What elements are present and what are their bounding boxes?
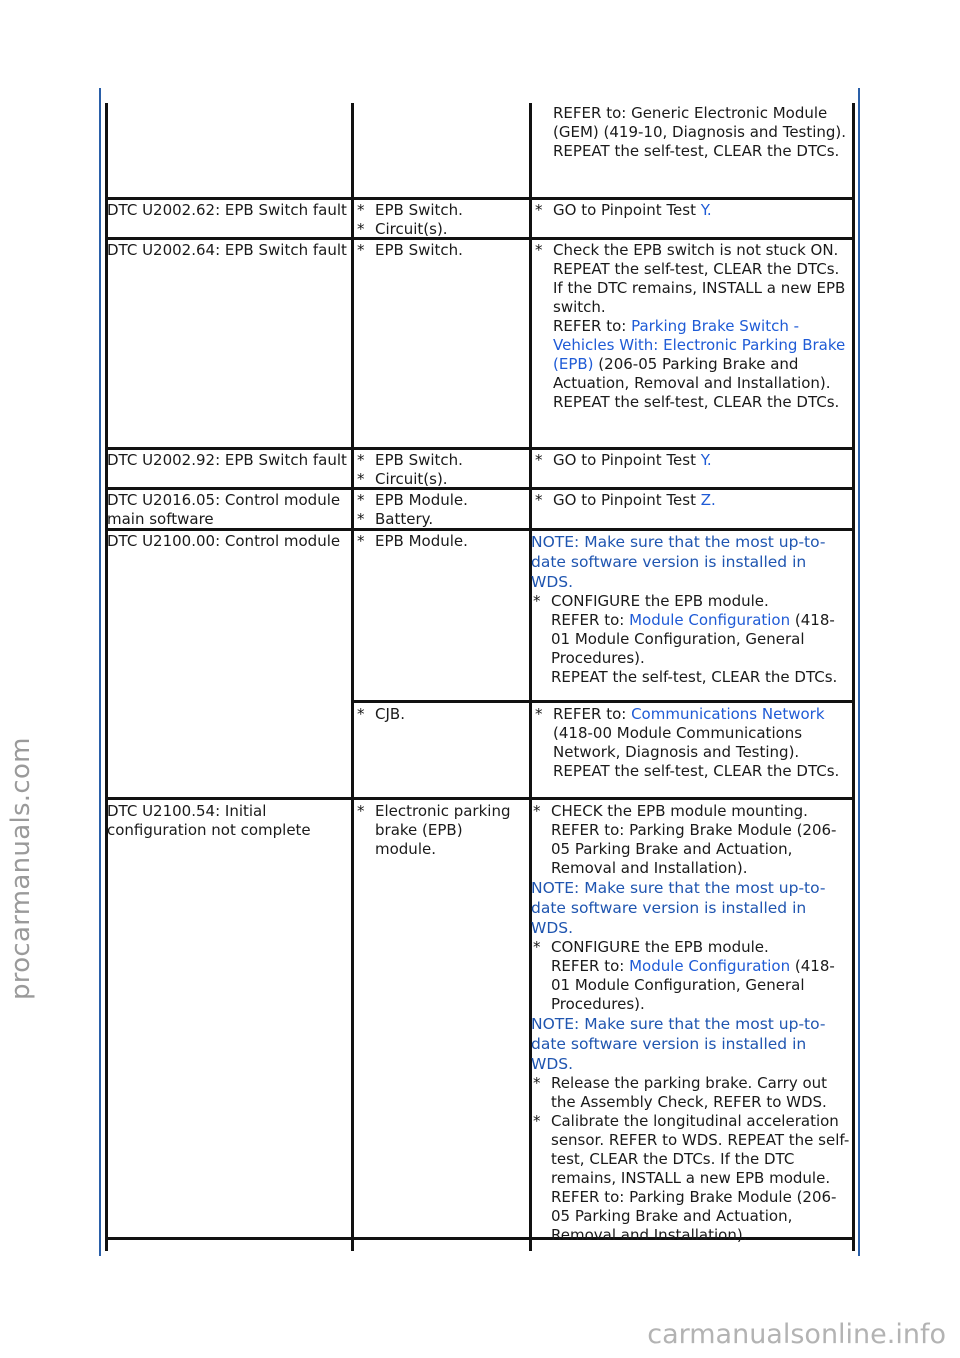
page-right-rule [858, 88, 860, 1256]
row1-action [533, 201, 851, 220]
row7-a2-refer [531, 957, 853, 1014]
row1-actions [533, 201, 851, 220]
row4-causes [355, 491, 527, 529]
row3-cause-1: * EPB Switch. [355, 451, 527, 470]
row5-refer-after: (418-01 Module Configuration, General Procedures). [551, 611, 835, 667]
row2-action-1: * Check the EPB switch is not stuck ON. [533, 241, 853, 260]
row5-actions [531, 532, 851, 687]
row5-refer [531, 611, 851, 668]
row1-dtc: DTC U2002.62: EPB Switch fault [107, 201, 347, 219]
row2-dtc: DTC U2002.64: EPB Switch fault [107, 241, 347, 259]
row5-cause-1: * EPB Module. [355, 532, 527, 551]
row-rule-1 [105, 197, 855, 200]
row7-a1: * CHECK the EPB module mounting. [531, 802, 853, 821]
row6-causes [355, 705, 527, 724]
row1-cause-1: * EPB Switch. [355, 201, 527, 220]
row2-cause-1: * EPB Switch. [355, 241, 527, 260]
row7-actions [531, 802, 853, 1245]
row7-a2-refer-label: REFER to: [551, 957, 630, 975]
row3-actions [533, 451, 851, 470]
row1-action-text: GO to Pinpoint Test [553, 201, 701, 219]
row7-a2: * CONFIGURE the EPB module. [531, 938, 853, 957]
row3-action [533, 451, 851, 470]
row7-a3: * Release the parking brake. Carry out the Assembly Check, REFER to WDS. [531, 1074, 853, 1112]
page-left-rule [99, 88, 101, 1256]
row5-action-3: REPEAT the self-test, CLEAR the DTCs. [551, 668, 838, 686]
row1-cause-2: * Circuit(s). [355, 220, 527, 239]
row6-refer-label: REFER to: [553, 705, 632, 723]
row3-causes [355, 451, 527, 489]
row7-dtc: DTC U2100.54: Initial configuration not complete [107, 802, 311, 839]
row4-dtc: DTC U2016.05: Control module main software [107, 491, 341, 528]
row5-action-1: * CONFIGURE the EPB module. [531, 592, 851, 611]
row2-actions [533, 241, 853, 412]
parking-brake-switch-link[interactable]: Parking Brake Switch - Vehicles With: Electronic Parking Brake (EPB) [553, 317, 846, 373]
row5-refer-label: REFER to: [551, 611, 630, 629]
module-configuration-link-2[interactable]: Module Configuration [629, 957, 791, 975]
row6-cause-1: * CJB. [355, 705, 527, 724]
row2-action-2: REPEAT the self-test, CLEAR the DTCs. If the DTC remains, INSTALL a new EPB switch. [553, 260, 846, 316]
row7-causes [355, 802, 527, 859]
communications-network-link[interactable]: Communications Network [631, 705, 825, 723]
row2-refer-label: REFER to: [553, 317, 632, 335]
row2-causes [355, 241, 527, 260]
row6-actions [533, 705, 851, 781]
row5-causes [355, 532, 527, 551]
side-watermark: procarmanuals.com [6, 737, 36, 1000]
row7-cause-1: * Electronic parking brake (EPB) module. [355, 802, 527, 859]
row5-dtc: DTC U2100.00: Control module [107, 532, 341, 550]
col-rule-2 [351, 103, 354, 1251]
row2-action-3: REPEAT the self-test, CLEAR the DTCs. [553, 393, 840, 411]
row4-action-text: GO to Pinpoint Test [553, 491, 701, 509]
row6-refer-after: (418-00 Module Communications Network, Diagnosis and Testing). [553, 724, 803, 761]
row7-a4b: REFER to: Parking Brake Module (206-05 Parking Brake and Actuation, Removal and Installation). [551, 1188, 837, 1244]
row7-note2: NOTE: Make sure that the most up-to-date software version is installed in WDS. [531, 1015, 826, 1073]
row3-cause-2: * Circuit(s). [355, 470, 527, 489]
row-rule-7 [105, 797, 855, 800]
pinpoint-test-y-link[interactable]: Y. [700, 201, 712, 219]
pinpoint-test-z-link[interactable]: Z. [700, 491, 716, 509]
row2-refer-after: (206-05 Parking Brake and Actuation, Removal and Installation). [553, 355, 831, 392]
row6-refer [533, 705, 851, 762]
row7-a4: * Calibrate the longitudinal acceleration sensor. REFER to WDS. REPEAT the self-test, CLEAR the DTCs. If the DTC remains, INSTALL a new EPB module. [531, 1112, 853, 1188]
row1-causes [355, 201, 527, 239]
module-configuration-link[interactable]: Module Configuration [629, 611, 791, 629]
row4-cause-1: * EPB Module. [355, 491, 527, 510]
row7-a2-refer-after: (418-01 Module Configuration, General Procedures). [551, 957, 835, 1013]
row7-note1: NOTE: Make sure that the most up-to-date software version is installed in WDS. [531, 879, 826, 937]
row3-dtc: DTC U2002.92: EPB Switch fault [107, 451, 347, 469]
row5-note: NOTE: Make sure that the most up-to-date software version is installed in WDS. [531, 533, 826, 591]
row0-actions [533, 104, 851, 161]
row-rule-3 [105, 447, 855, 450]
row0-action-1: REFER to: Generic Electronic Module (GEM) (419-10, Diagnosis and Testing). [553, 104, 847, 141]
row4-action [533, 491, 851, 510]
pinpoint-test-y-link-2[interactable]: Y. [700, 451, 712, 469]
row2-refer [533, 317, 853, 393]
row-rule-6 [351, 700, 855, 703]
row4-cause-2: * Battery. [355, 510, 527, 529]
row4-actions [533, 491, 851, 510]
row3-action-text: GO to Pinpoint Test [553, 451, 701, 469]
bottom-watermark: carmanualsonline.info [647, 1319, 946, 1350]
col-rule-1 [105, 103, 108, 1251]
row7-a1b: REFER to: Parking Brake Module (206-05 Parking Brake and Actuation, Removal and Installation). [551, 821, 837, 877]
row6-action-3: REPEAT the self-test, CLEAR the DTCs. [553, 762, 840, 780]
row0-action-2: REPEAT the self-test, CLEAR the DTCs. [553, 142, 840, 160]
